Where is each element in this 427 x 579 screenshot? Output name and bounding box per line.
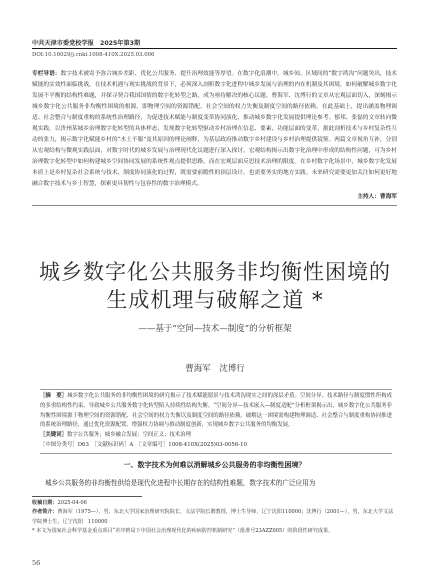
editor-note-text: 数字技术被寄予弥合城乡差距、优化公共服务、提升治理效能等厚望。在数字化浪潮中，城乡间、区域间的“数字鸿沟”问题突出，技术赋能的实效性面临挑战。在技术机遇与现实挑战的背景下，必须深入剖析数字化进程中城乡发展与治理的内在机制及其困境，如何破解城乡数字化发展不平衡的结构性难题，并探寻契合我国国情的数字化转型之路，成为亟待解决的核心议题。曹海军、沈博行的文章从宏观层面切入，深刻揭示城乡数字化公共服务非均衡性困境的根源，即物理空间的资源错配、社会空间的权力失衡及制度空间的路径依赖。在此基础上，提出涵盖物理调适、社会整合与制度重构的系统性治理路径，为促进技术赋能与制度变革协同演化、推动城乡数字化发展提供理论参考。郁邦、张磊的文章转向微观实践，以贵州某城乡治理数字化转型的具体样态，发现数字化转型驱动乡村治理在信息、要素、功能层面的变革，据此剖析技术与乡村复杂性互动的张力，揭示数字化赋能乡村的“水土不服”及其原因的理论阐释，为基层政府推动数字乡村建设与乡村治理提供镜鉴。两篇文章视角互补，分别从宏观结构与微观实践层面，对数字时代的城乡发展与治理现代化议题进行深入探讨。宏观结构揭示出数字化治理中形成的结构性问题，可为乡村治理数字化转型中如何构建城乡空间协同发展的系统性观点提供思路，而在宏观层面反思技术治理的限度。在乡村数字化场景中，城乡数字化发展本质上是乡村复杂社会系统与技术、制度协同演化的过程，既需要前瞻性的顶层设计，也需要务实的地方实践。未来研究需要更加关注如何更好地融合数字技术与乡土智慧，探索更具韧性与包容性的数字治理模式。 [32, 71, 397, 187]
article-title [30, 258, 400, 314]
received-label: 收稿日期： [32, 500, 58, 506]
keywords [40, 431, 392, 441]
article-title-line-1: 城乡数字化公共服务非均衡性困境的 [39, 260, 391, 284]
section-heading: 一、数字技术为何难以消解城乡公共服务的非均衡性困境？ [123, 461, 306, 469]
editor-note [32, 69, 397, 203]
footnote-received [32, 499, 397, 508]
footnote-fund: * 本文为国家社会科学基金重点项目“差序格局下中国社会治理现代化的疾病防控机制研究”（批准号23AZZ005）的阶段性研究成果。 [32, 528, 334, 535]
editor-rule [32, 205, 397, 206]
keywords-label: ［关键词］ [40, 432, 67, 439]
author-info-text: 曹海军（1975—），男，东北大学国家治理研究院院长、文法学院长聘教授，博士生导师，辽宁沈阳110000；沈博行（2001—），男，东北大学文法学院博士生，辽宁沈阳 110000 [32, 509, 394, 525]
abstract [40, 392, 392, 431]
doi: DOI:10.16029/j.cnki.1008-410X.2025.03.006 [32, 52, 155, 58]
article-authors: 曹海军 沈博行 [185, 364, 245, 374]
keywords-text: 数字公共服务；城乡融合发展；空间正义；技术治理 [66, 432, 191, 439]
journal-title: 中共天津市委党校学报 2025年第3期 [32, 40, 141, 47]
editor-note-host: 主持人：曹海军 [357, 194, 397, 200]
footnotes [32, 499, 397, 537]
author-info-label: 作者简介： [32, 509, 58, 516]
abstract-label: ［摘 要］ [40, 393, 68, 399]
abstract-text: 城乡数字化公共服务的非均衡性困境的研究揭示了技术赋能愿景与技术鸿沟现实之间的深层矛盾。空间分异、技术路径与制度惯性所构成的多重结构性约束，导致城乡公共服务数字化转型陷入持续性结构失衡。“空间分异—技术嵌入—制度适配”分析框架揭示出，城乡数字化公共服务非均衡性困境源于物理空间的资源错配、社会空间的权力失衡以及制度空间的路径依赖。破解这一困境需构建物理调适、社会整合与制度重构协同推进的系统治理路径，通过优化资源配置、增强权力协调与推动制度创新，实现城乡数字公共服务的均衡发展。 [40, 393, 392, 429]
abstract-box [40, 389, 392, 454]
body-paragraph: 城乡公共服务的非均衡性供给是现代化进程中长期存在的结构性难题，数字技术的广泛应用为 [45, 479, 316, 487]
journal-header [32, 38, 397, 58]
received-date: 2025-04-06 [57, 500, 87, 506]
editor-note-label: 专栏导语： [32, 71, 61, 77]
article-title-line-2: 生成机理与破解之道 * [106, 288, 324, 312]
footnote-author [32, 508, 397, 527]
page-number: 56 [32, 559, 41, 567]
classification: ［中图分类号］D63 ［文献标识码］A ［文章编号］1008-410X(2025)03-0056-10 [40, 441, 247, 448]
header-rule [32, 48, 397, 49]
footnote-rule [32, 496, 142, 497]
article-subtitle: ——基于“空间—技术—制度”的分析框架 [138, 324, 292, 334]
